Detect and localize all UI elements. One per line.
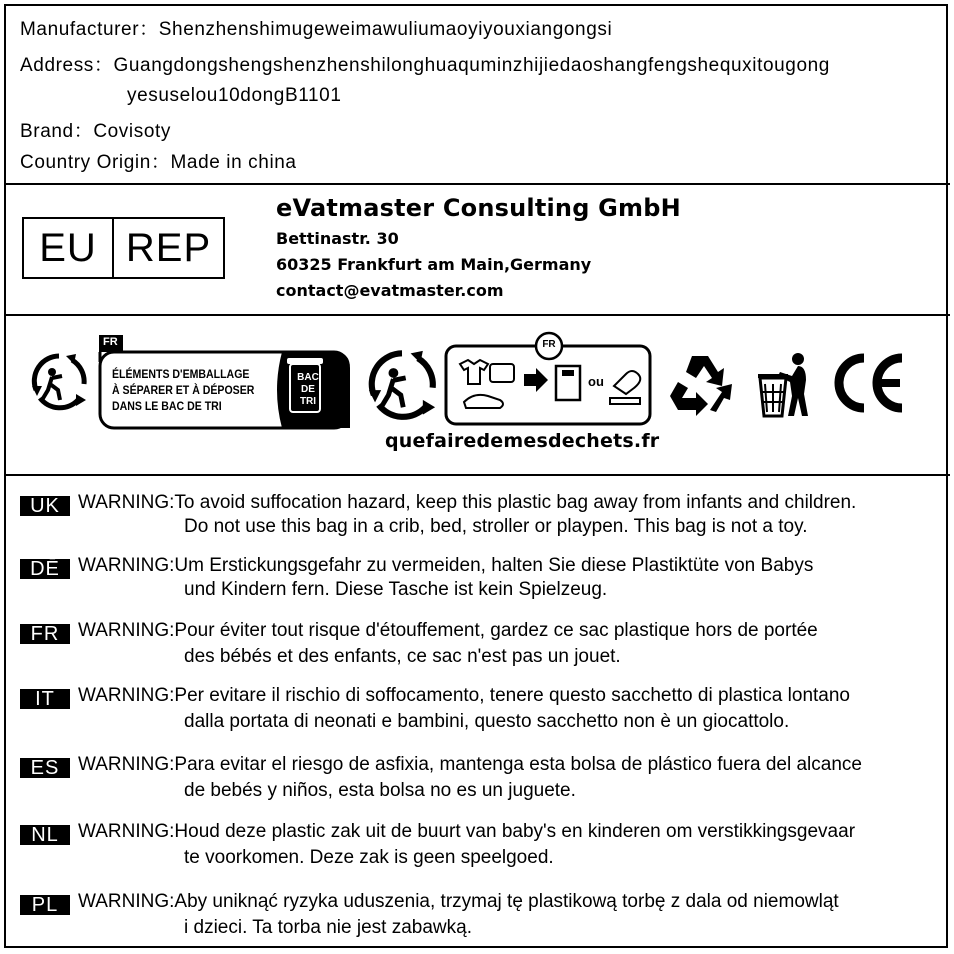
warning-line-1: WARNING:Pour éviter tout risque d'étouffement, gardez ce sac plastique hors de portée — [78, 620, 818, 641]
address-row — [20, 50, 830, 77]
eu-rep-email: contact@evatmaster.com — [276, 281, 504, 300]
bin-line-1: BAC — [297, 372, 319, 383]
triman-line-1: ÉLÉMENTS D'EMBALLAGE — [112, 367, 250, 381]
eu-rep-city: 60325 Frankfurt am Main,Germany — [276, 255, 592, 274]
triman-text — [112, 366, 254, 414]
warning-line-2: des bébés et des enfants, ce sac n'est pas un jouet. — [184, 646, 621, 667]
bin-text — [292, 372, 324, 408]
warning-line-1: WARNING:To avoid suffocation hazard, keep this plastic bag away from infants and children. — [78, 492, 857, 513]
manufacturer-value: Shenzhenshimugeweimawuliumaoyiyouxiangongsi — [158, 19, 613, 40]
brand-value: Covisoty — [93, 121, 171, 142]
divider-3 — [4, 474, 950, 476]
address-line-1: Guangdongshengshenzhenshilonghuaquminzhijiedaoshangfengshequxitougong — [113, 55, 830, 76]
divider-2 — [4, 314, 950, 316]
brand-row — [20, 116, 171, 143]
address-line-2: yesuselou10dongB1101 — [127, 85, 342, 106]
manufacturer-row — [20, 14, 612, 41]
fr-circle-label: FR — [542, 339, 556, 350]
bin-line-2: DE — [301, 384, 315, 395]
warning-line-2: und Kindern fern. Diese Tasche ist kein Spielzeug. — [184, 579, 608, 600]
warning-line-2: de bebés y niños, esta bolsa no es un juguete. — [184, 780, 576, 801]
brand-label: Brand： — [20, 121, 94, 142]
origin-label: Country Origin： — [20, 152, 171, 173]
triman-line-3: DANS LE BAC DE TRI — [112, 399, 222, 413]
warning-line-2: te voorkomen. Deze zak is geen speelgoed. — [184, 847, 554, 868]
lang-badge-uk: UK — [20, 496, 70, 516]
eu-rep-badge-eu: EU — [24, 219, 114, 277]
warning-line-1: WARNING:Aby uniknąć ryzyka uduszenia, trzymaj tę plastikową torbę z dala od niemowląt — [78, 891, 839, 912]
triman-fr-tag: FR — [103, 336, 118, 348]
warning-line-2: i dzieci. Ta torba nie jest zabawką. — [184, 917, 472, 938]
eu-rep-badge-rep: REP — [125, 225, 212, 270]
lang-badge-it: IT — [20, 689, 70, 709]
lang-badge-nl: NL — [20, 825, 70, 845]
origin-value: Made in china — [170, 152, 297, 173]
ce-mark-icon — [830, 352, 906, 414]
lang-badge-de: DĒ — [20, 559, 70, 579]
eu-rep-street: Bettinastr. 30 — [276, 229, 399, 248]
label-frame — [4, 4, 948, 948]
lang-badge-fr: FR — [20, 624, 70, 644]
warning-line-1: WARNING:Um Erstickungsgefahr zu vermeiden, halten Sie diese Plastiktüte von Babys — [78, 555, 814, 576]
triman-line-2: À SÉPARER ET À DÉPOSER — [112, 383, 255, 397]
triman-icon-large — [364, 346, 440, 422]
warning-line-1: WARNING:Para evitar el riesgo de asfixia, mantenga esta bolsa de plástico fuera del alcance — [78, 754, 862, 775]
website-text: quefairedemesdechets.fr — [385, 430, 660, 452]
divider-1 — [4, 183, 950, 185]
warning-line-1: WARNING:Houd deze plastic zak uit de buurt van baby's en kinderen om verstikkingsgevaar — [78, 821, 856, 842]
triman-icon — [28, 350, 90, 412]
trash-bin-icon — [756, 352, 812, 418]
warning-line-2: dalla portata di neonati e bambini, questo sacchetto non è un giocattolo. — [184, 711, 790, 732]
warning-line-1: WARNING:Per evitare il rischio di soffocamento, tenere questo sacchetto di plastica lontano — [78, 685, 850, 706]
lang-badge-pl: PL — [20, 895, 70, 915]
warning-line-2: Do not use this bag in a crib, bed, stroller or playpen. This bag is not a toy. — [184, 516, 808, 537]
recycle-icon — [666, 352, 734, 418]
lang-badge-es: ES — [20, 758, 70, 778]
origin-row — [20, 147, 297, 174]
ou-text: ou — [588, 374, 604, 389]
eu-rep-badge — [22, 217, 225, 279]
eu-rep-company: eVatmaster Consulting GmbH — [276, 194, 681, 222]
manufacturer-label: Manufacturer： — [20, 19, 159, 40]
address-label: Address： — [20, 55, 114, 76]
bin-line-3: TRI — [299, 396, 317, 407]
